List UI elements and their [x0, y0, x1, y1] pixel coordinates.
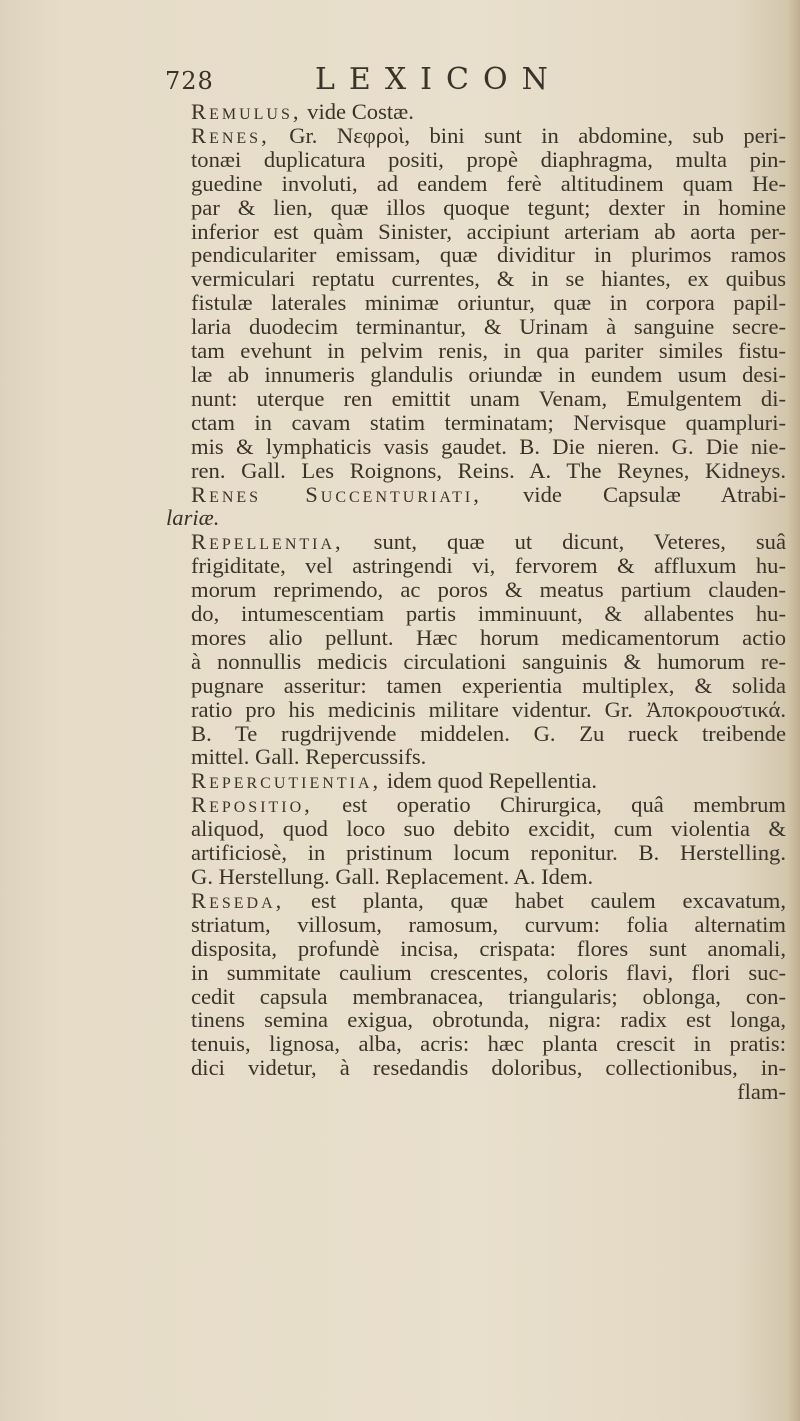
entry-line: cedit capsula membranacea, triangularis; oblonga, con-: [191, 983, 786, 1009]
entry-line: in summitate caulium crescentes, coloris flavi, flori suc-: [191, 959, 786, 985]
entry-repellentia: [166, 530, 786, 769]
entry-line: [166, 483, 786, 507]
headword: Renes,: [191, 122, 270, 148]
entry-line: vermiculari reptatu currentes, & in se hiantes, ex quibus: [191, 266, 786, 292]
headword: Renes Succenturiati,: [191, 481, 482, 507]
entry-line: mittel. Gall. Repercussifs.: [191, 744, 427, 770]
entry-line: par & lien, quæ illos quoque tegunt; dexter in homine: [191, 194, 786, 220]
entry-line: à nonnullis medicis circulationi sanguinis & humorum re-: [191, 648, 786, 674]
dictionary-body: [166, 100, 786, 1104]
entry-line: morum reprimendo, ac poros & meatus partium clauden-: [191, 577, 786, 603]
headword: Repellentia,: [191, 529, 344, 555]
entry-text: est operatio Chirurgica, quâ membrum: [342, 792, 786, 818]
entry-line: dici videtur, à resedandis doloribus, collectionibus, in-: [191, 1055, 786, 1081]
entry-line: artificiosè, in pristinum locum reponitur. B. Herstelling.: [191, 840, 786, 866]
entry-line: aliquod, quod loco suo debito excidit, cum violentia &: [191, 816, 786, 842]
entry-line: nunt: uterque ren emittit unam Venam, Emulgentem di-: [191, 385, 786, 411]
entry-line: disposita, profundè incisa, crispata: flores sunt anomali,: [191, 935, 786, 961]
running-title: LEXICON: [315, 62, 562, 97]
entry-line: tinens semina exigua, obrotunda, nigra: radix est longa,: [191, 1007, 786, 1033]
entry-line: do, intumescentiam partis imminuunt, & allabentes hu-: [191, 601, 786, 627]
entry-line: fistulæ laterales minimæ oriuntur, quæ in corpora papil-: [191, 290, 786, 316]
entry-text: Gr. Νεφροὶ, bini sunt in abdomine, sub peri-: [289, 122, 786, 148]
headword: Remulus,: [191, 99, 302, 124]
entry-reseda: [166, 889, 786, 1104]
page-number: 728: [165, 67, 214, 95]
entry-remulus: [166, 100, 786, 124]
entry-line: tonæi duplicatura positi, propè diaphragma, multa pin-: [191, 146, 786, 172]
entry-line: tam evehunt in pelvim renis, in qua pariter similes fistu-: [191, 338, 786, 364]
entry-repositio: [166, 793, 786, 889]
entry-line: [166, 530, 786, 554]
entry-line: ctam in cavam statim terminatam; Nervisque quampluri-: [191, 409, 786, 435]
entry-line: frigiditate, vel astringendi vi, fervorem & affluxum hu-: [191, 553, 786, 579]
entry-line: ren. Gall. Les Roignons, Reins. A. The Reynes, Kidneys.: [191, 457, 786, 483]
entry-text: sunt, quæ ut dicunt, Veteres, suâ: [373, 529, 786, 555]
entry-line: mis & lymphaticis vasis gaudet. B. Die nieren. G. Die nie-: [191, 433, 786, 459]
entry-line: [166, 889, 786, 913]
entry-text: lariæ.: [166, 505, 220, 531]
entry-line: ratio pro his medicinis militare videntur. Gr. Ἀποκρουστικά.: [191, 696, 786, 722]
entry-line: guedine involuti, ad eandem ferè altitudinem quam He-: [191, 170, 786, 196]
entry-line: pendiculariter emissam, quæ dividitur in plurimos ramos: [191, 242, 786, 268]
entry-renes-succenturiati: [166, 483, 786, 531]
entry-line: læ ab innumeris glandulis oriundæ in eundem usum desi-: [191, 361, 786, 387]
entry-text: vide Capsulæ Atrabi-: [523, 481, 786, 507]
entry-renes: [166, 124, 786, 483]
entry-line: tenuis, lignosa, alba, acris: hæc planta crescit in pratis:: [191, 1031, 786, 1057]
entry-line: mores alio pellunt. Hæc horum medicamentorum actio: [191, 624, 786, 650]
entry-line: flam-: [737, 1079, 786, 1105]
entry-line: inferior est quàm Sinister, accipiunt arteriam ab aorta per-: [191, 218, 786, 244]
headword: Reseda,: [191, 887, 285, 913]
entry-line: [166, 506, 786, 530]
headword: Repercutientia,: [191, 768, 382, 794]
entry-repercutientia: [166, 769, 786, 793]
entry-text: idem quod Repellentia.: [386, 768, 598, 794]
entry-line: laria duodecim terminantur, & Urinam à sanguine secre-: [191, 314, 786, 340]
entry-text: est planta, quæ habet caulem excavatum,: [311, 887, 786, 913]
entry-line: [166, 100, 786, 124]
entry-line: [166, 124, 786, 148]
entry-line: B. Te rugdrijvende middelen. G. Zu rueck treibende: [191, 720, 786, 746]
page-edge: [786, 0, 800, 1421]
headword: Repositio,: [191, 792, 313, 818]
entry-text: vide Costæ.: [307, 99, 414, 124]
entry-line: [166, 769, 786, 793]
entry-line: G. Herstellung. Gall. Replacement. A. Idem.: [191, 864, 594, 889]
entry-line: striatum, villosum, ramosum, curvum: folia alternatim: [191, 911, 786, 937]
page-header: [165, 62, 685, 102]
entry-line: [166, 793, 786, 817]
entry-line: pugnare asseritur: tamen experientia multiplex, & solida: [191, 672, 786, 698]
